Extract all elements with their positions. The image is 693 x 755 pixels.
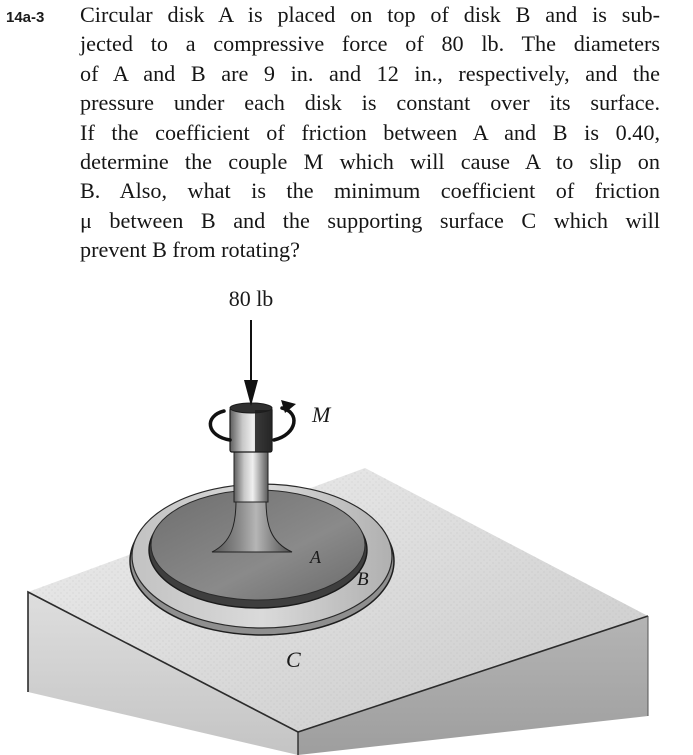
couple-arc-right bbox=[274, 408, 294, 440]
disk-a-shaft bbox=[234, 450, 268, 502]
problem-statement bbox=[80, 0, 660, 265]
problem-line-9: prevent B from rotating? bbox=[80, 237, 300, 263]
problem-line-3: of A and B are 9 in. and 12 in., respectively, and the bbox=[80, 60, 660, 86]
disk-figure bbox=[0, 280, 693, 755]
problem-line-6: determine the couple M which will cause A to slip on bbox=[80, 149, 660, 175]
problem-line-8: μ between B and the supporting surface C which will bbox=[80, 207, 660, 233]
problem-line-4: pressure under each disk is constant over its surface. bbox=[80, 90, 660, 116]
problem-line-7: B. Also, what is the minimum coefficient of friction bbox=[80, 178, 660, 204]
problem-line-1: Circular disk A is placed on top of disk B and is sub- bbox=[80, 2, 660, 27]
problem-number: 14a-3 bbox=[6, 9, 45, 26]
disk-a-label: A bbox=[310, 547, 321, 567]
problem-line-5: If the coefficient of friction between A and B is 0.40, bbox=[80, 119, 660, 145]
couple-arc-left bbox=[210, 411, 230, 440]
force-label: 80 lb bbox=[228, 286, 274, 311]
problem-line-2: jected to a compressive force of 80 lb. The diameters bbox=[80, 31, 660, 57]
couple-label: M bbox=[312, 402, 331, 427]
disk-b-label: B bbox=[357, 569, 369, 590]
disk-a-cap-shadow bbox=[255, 410, 272, 452]
support-label: C bbox=[286, 647, 301, 672]
force-arrowhead bbox=[244, 380, 258, 406]
force-arrow bbox=[244, 320, 258, 406]
